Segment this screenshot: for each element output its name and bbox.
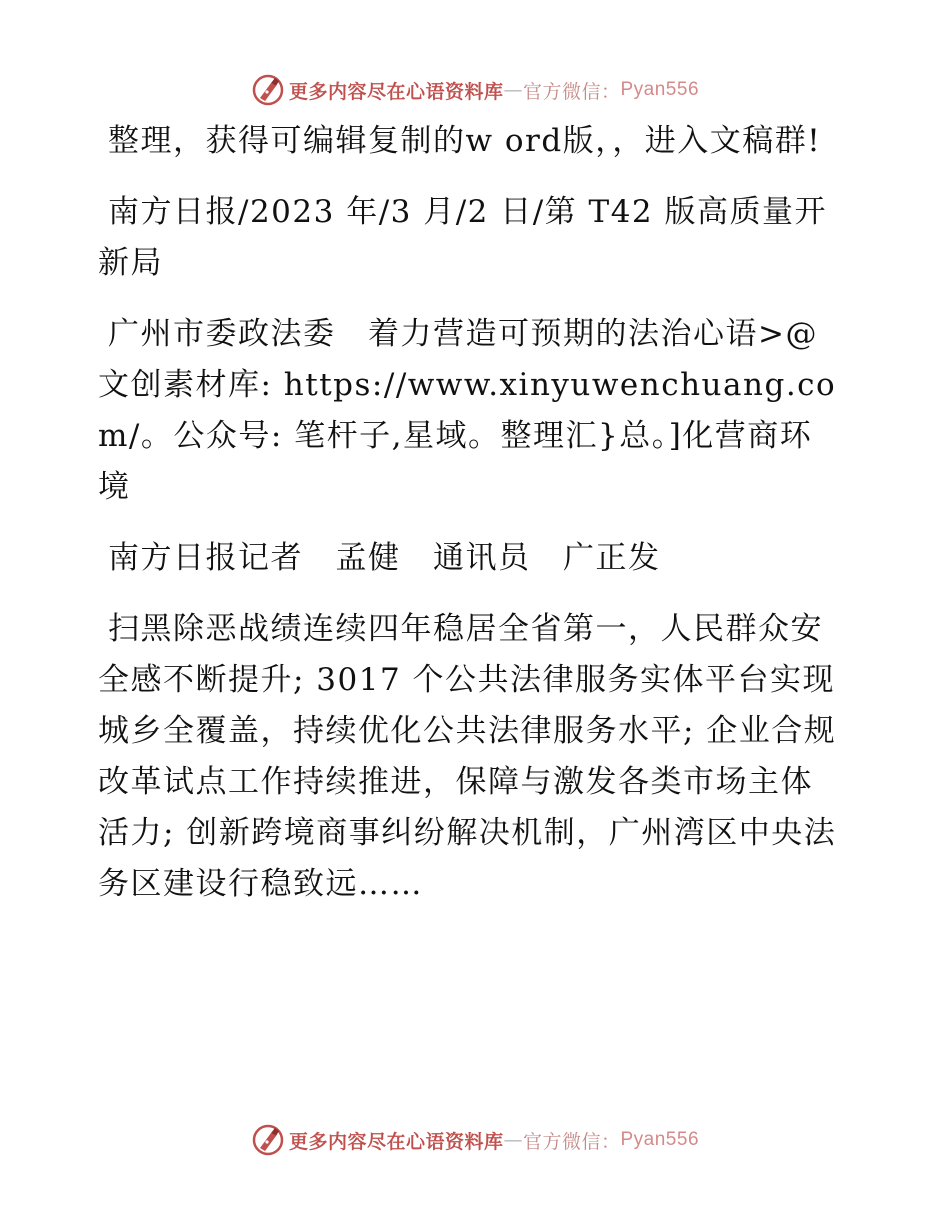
paragraph-headline: 广州市委政法委 着力营造可预期的法治心语>@文创素材库: https://www.xinyuwenchuang.com/。公众号: 笔杆子,星域。整理汇}总。]化营商环境 bbox=[98, 316, 837, 505]
header-watermark bbox=[0, 68, 950, 112]
paragraph-intro: 整理，获得可编辑复制的w ord版，，进入文稿群! bbox=[108, 123, 822, 159]
pen-nib-logo-icon bbox=[251, 1123, 285, 1157]
watermark-main-text: 更多内容尽在心语资料库 bbox=[288, 1130, 504, 1153]
paragraph-lead: 扫黑除恶战绩连续四年稳居全省第一，人民群众安全感不断提升; 3017 个公共法律服务实体平台实现城乡全覆盖，持续优化公共法律服务水平; 企业合规改革试点工作持续推进，保障与激发各类市场主体活力; 创新跨境商事纠纷解决机制，广州湾区中央法务区建设行稳致远…… bbox=[98, 611, 837, 902]
pen-nib-logo-icon bbox=[251, 73, 285, 107]
watermark-wechat-id: Pyan556 bbox=[620, 79, 700, 100]
watermark-wechat-id: Pyan556 bbox=[620, 1129, 700, 1150]
watermark-label: 官方微信： bbox=[522, 80, 621, 103]
watermark-label: 官方微信： bbox=[522, 1130, 621, 1153]
paragraph-source: 南方日报/2023 年/3 月/2 日/第 T42 版高质量开新局 bbox=[98, 194, 828, 281]
document-body bbox=[98, 116, 838, 930]
paragraph-byline: 南方日报记者 孟健 通讯员 广正发 bbox=[108, 540, 661, 576]
footer-watermark bbox=[0, 1118, 950, 1162]
watermark-separator: — bbox=[503, 1129, 523, 1151]
watermark-main-text: 更多内容尽在心语资料库 bbox=[288, 80, 504, 103]
watermark-separator: — bbox=[503, 79, 523, 101]
